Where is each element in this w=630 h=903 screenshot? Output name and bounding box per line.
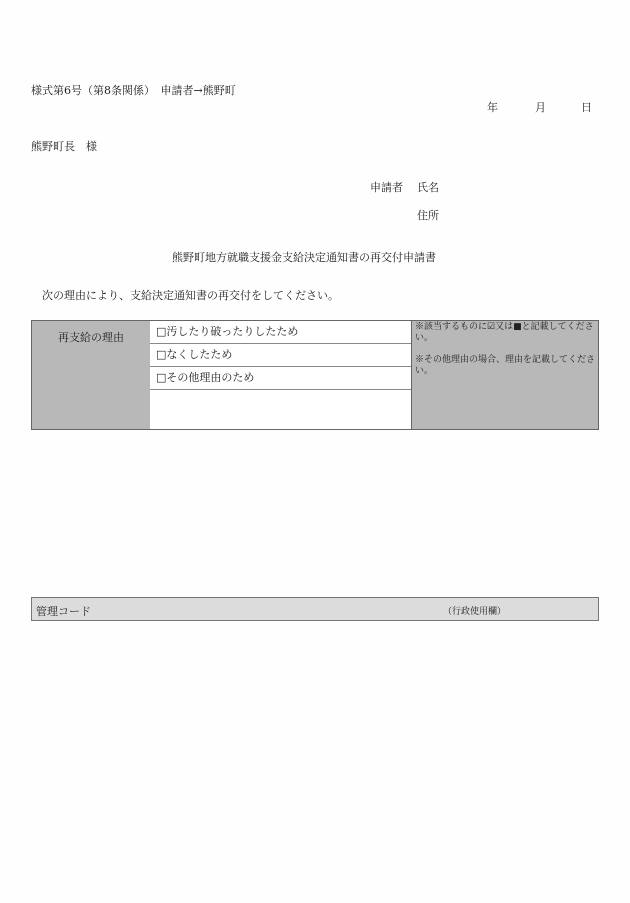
document-title: 熊野町地方就職支援金支給決定通知書の再交付申請書 xyxy=(172,251,436,264)
reason-options xyxy=(150,321,411,429)
option-dirty-torn[interactable]: □汚したり破ったりしたため xyxy=(150,321,411,344)
name-label: 氏名 xyxy=(417,181,439,194)
note-other: ※その他理由の場合、理由を記載してください。 xyxy=(415,355,596,376)
form-number: 様式第6号（第8条関係） 申請者→熊野町 xyxy=(31,84,236,97)
admin-use-note: （行政使用欄） xyxy=(443,607,507,617)
address-label: 住所 xyxy=(417,209,439,222)
day-label: 日 xyxy=(581,101,592,114)
admin-code-label: 管理コード xyxy=(36,605,91,618)
other-reason-field[interactable] xyxy=(150,390,411,430)
admin-code-box xyxy=(31,597,599,621)
applicant-label: 申請者 xyxy=(370,181,403,194)
notes-cell xyxy=(411,321,598,429)
addressee: 熊野町長 様 xyxy=(31,140,97,153)
option-lost[interactable]: □なくしたため xyxy=(150,344,411,367)
month-label: 月 xyxy=(535,101,546,114)
reason-table xyxy=(31,320,599,430)
option-other[interactable]: □その他理由のため xyxy=(150,367,411,390)
reason-header-cell xyxy=(32,321,151,429)
year-label: 年 xyxy=(487,101,498,114)
reason-header: 再支給の理由 xyxy=(58,331,124,344)
note-check: ※該当するものに☑又は■と記載してください。 xyxy=(415,322,594,343)
intro-text: 次の理由により、支給決定通知書の再交付をしてください。 xyxy=(42,289,339,302)
